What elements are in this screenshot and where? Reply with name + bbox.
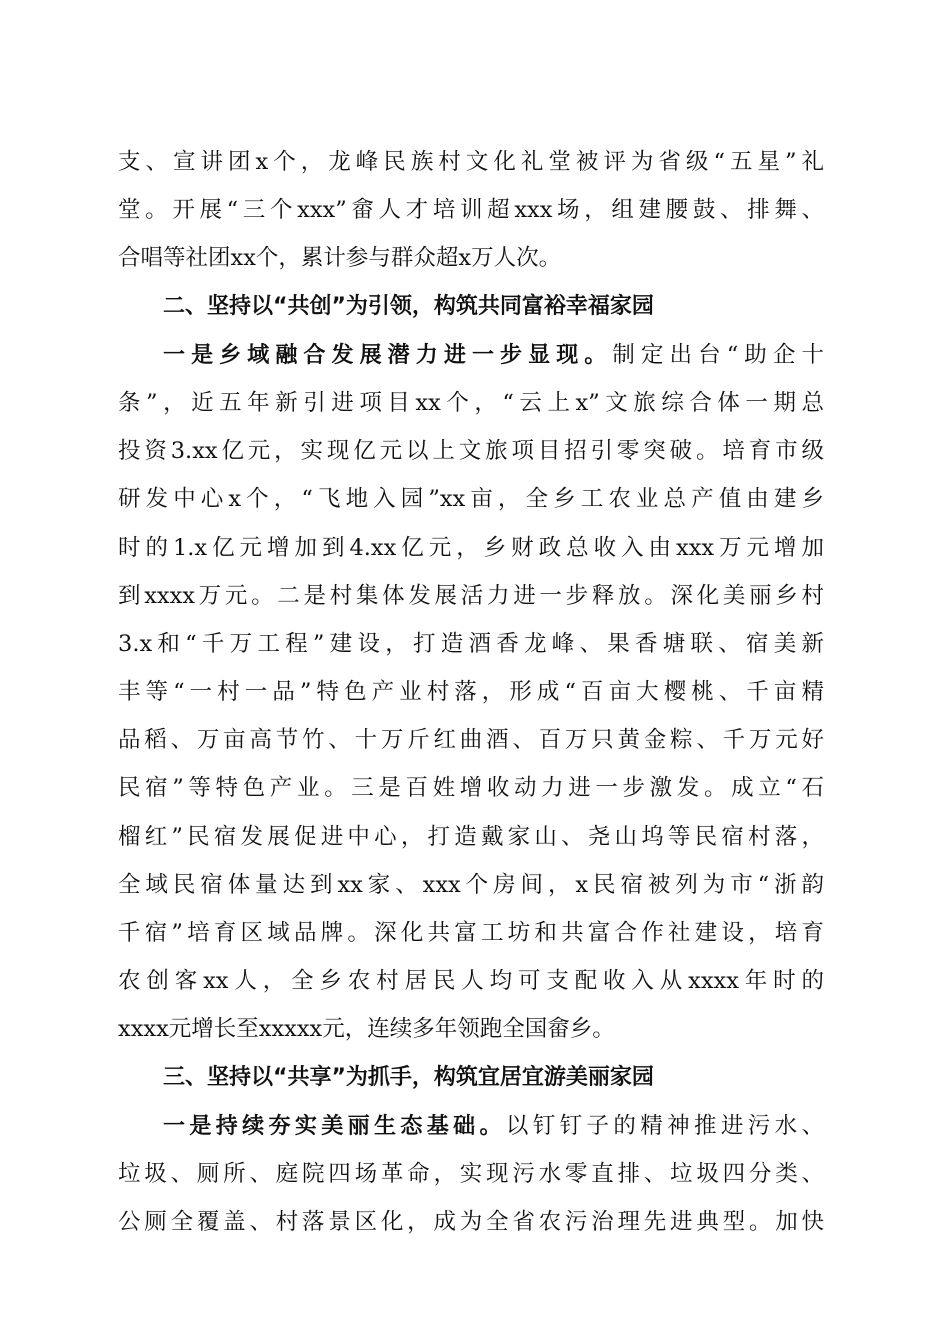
body-line: 3.x和“千万工程”建设，打造酒香龙峰、果香塘联、宿美新 (118, 630, 824, 657)
paragraph-first-line (118, 331, 824, 379)
document-page (118, 138, 824, 1246)
body-line: 民宿”等特色产业。三是百姓增收动力进一步激发。成立“石 (118, 775, 824, 802)
body-line: 公厕全覆盖、村落景区化，成为全省农污治理先进典型。加快 (118, 1209, 824, 1236)
body-line: 投资3.xx亿元，实现亿元以上文旅项目招引零突破。培育市级 (118, 438, 824, 465)
body-line: 农创客xx人，全乡农村居民人均可支配收入从xxxx年时的 (118, 968, 824, 995)
body-line: 榴红”民宿发展促进中心，打造戴家山、尧山坞等民宿村落， (118, 823, 824, 850)
body-line: 合唱等社团xx个，累计参与群众超x万人次。 (118, 245, 562, 272)
body-line: 千宿”培育区域品牌。深化共富工坊和共富合作社建设，培育 (118, 920, 824, 946)
body-line: 品稻、万亩高节竹、十万斤红曲酒、百万只黄金粽、千万元好 (118, 727, 824, 754)
body-text: 以钉钉子的精神推进污水、 (505, 1112, 824, 1139)
body-line: 垃圾、厕所、庭院四场革命，实现污水零直排、垃圾四分类、 (118, 1160, 824, 1187)
body-text: 制定出台“助企十 (612, 341, 824, 368)
body-line: 全域民宿体量达到xx家、xxx个房间，x民宿被列为市“浙韵 (118, 871, 824, 898)
lead-sentence: 一是持续夯实美丽生态基础。 (163, 1113, 506, 1139)
body-line: 支、宣讲团x个，龙峰民族村文化礼堂被评为省级“五星”礼 (118, 149, 824, 175)
paragraph-first-line (118, 1102, 824, 1150)
body-line: 条”，近五年新引进项目xx个，“云上x”文旅综合体一期总 (118, 389, 824, 416)
body-line: 研发中心x个，“飞地入园”xx亩，全乡工农业总产值由建乡 (118, 486, 824, 513)
lead-sentence: 一是乡域融合发展潜力进一步显现。 (163, 342, 613, 368)
body-line: 丰等“一村一品”特色产业村落，形成“百亩大樱桃、千亩精 (118, 679, 824, 706)
body-line: 时的1.x亿元增加到4.xx亿元，乡财政总收入由xxx万元增加 (118, 534, 824, 561)
section-heading-3: 三、坚持以“共享”为抓手，构筑宜居宜游美丽家园 (163, 1064, 654, 1090)
section-heading-2: 二、坚持以“共创”为引领，构筑共同富裕幸福家园 (163, 293, 654, 319)
body-line: xxxx元增长至xxxxx元，连续多年领跑全国畲乡。 (118, 1016, 615, 1043)
body-line: 堂。开展“三个xxx”畲人才培训超xxx场，组建腰鼓、排舞、 (118, 197, 824, 224)
body-line: 到xxxx万元。二是村集体发展活力进一步释放。深化美丽乡村 (118, 582, 824, 609)
